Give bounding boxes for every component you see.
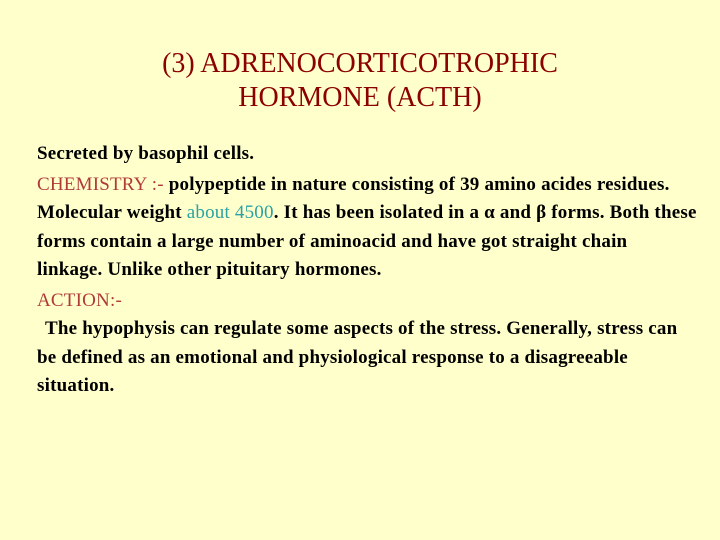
chemistry-paragraph xyxy=(37,171,697,285)
chemistry-label: CHEMISTRY :- xyxy=(37,173,164,195)
action-label: ACTION:- xyxy=(37,289,122,311)
chemistry-text-1: polypeptide in nature consisting of 39 amino acides residues. Molecular weight xyxy=(37,173,670,223)
chemistry-text-2: . It has been isolated in a α and β forms. Both these forms contain a large number of aminoacid and have got straight chain linkage. Unlike other pituitary hormones. xyxy=(37,202,697,280)
slide-title xyxy=(60,47,660,115)
intro-text: Secreted by basophil cells. xyxy=(37,143,255,164)
title-line-1: (3) ADRENOCORTICOTROPHIC xyxy=(162,48,558,79)
intro-paragraph xyxy=(37,140,697,169)
title-line-2: HORMONE (ACTH) xyxy=(238,82,482,113)
slide-body xyxy=(37,140,697,401)
molecular-weight-highlight: about 4500 xyxy=(186,202,274,223)
action-text: The hypophysis can regulate some aspects of the stress. Generally, stress can be defined as an emotional and physiological response to a disagreeable situation. xyxy=(37,318,678,396)
action-paragraph xyxy=(37,287,697,401)
